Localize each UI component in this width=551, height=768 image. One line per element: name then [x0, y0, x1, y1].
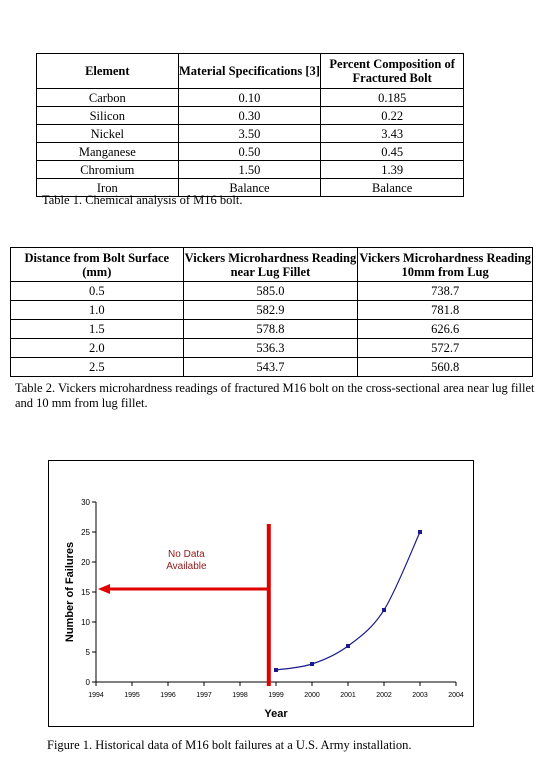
- table-cell: 1.0: [11, 301, 184, 320]
- failures-chart-svg: [49, 461, 473, 726]
- table-row: [11, 301, 533, 320]
- figure1-caption: Figure 1. Historical data of M16 bolt failures at a U.S. Army installation.: [47, 738, 412, 752]
- data-point: [274, 668, 278, 672]
- table-cell: 536.3: [183, 339, 358, 358]
- data-point: [418, 530, 422, 534]
- table-cell: 560.8: [358, 358, 533, 377]
- y-tick-label: 0: [85, 678, 90, 687]
- series-line: [276, 532, 420, 670]
- data-point: [382, 608, 386, 612]
- failures-chart: [48, 460, 474, 727]
- table-cell: 2.5: [11, 358, 184, 377]
- table-row: [11, 339, 533, 358]
- no-data-label-line1: No Data: [168, 549, 205, 560]
- x-tick-label: 2003: [412, 692, 428, 699]
- table-row: [37, 143, 464, 161]
- table-row: [37, 161, 464, 179]
- table-cell: 1.39: [321, 161, 464, 179]
- table-cell: 582.9: [183, 301, 358, 320]
- table-cell: 0.5: [11, 282, 184, 301]
- table-row: [37, 125, 464, 143]
- x-tick-label: 1996: [160, 692, 176, 699]
- table-cell: 585.0: [183, 282, 358, 301]
- table-cell: 543.7: [183, 358, 358, 377]
- table-cell: 0.45: [321, 143, 464, 161]
- table-cell: 3.43: [321, 125, 464, 143]
- table-header-row: [37, 54, 464, 89]
- x-tick-label: 1997: [196, 692, 212, 699]
- table-row: [37, 89, 464, 107]
- table-cell: Nickel: [37, 125, 179, 143]
- no-data-label-line2: Available: [166, 561, 207, 572]
- x-tick-label: 2004: [448, 692, 464, 699]
- table-row: [11, 358, 533, 377]
- data-point: [346, 644, 350, 648]
- x-axis-title: Year: [264, 708, 288, 720]
- table-cell: Balance: [178, 179, 321, 197]
- table-cell: 1.5: [11, 320, 184, 339]
- table-cell: 626.6: [358, 320, 533, 339]
- table-header-row: [11, 248, 533, 282]
- chemical-analysis-table: [36, 53, 464, 197]
- table-cell: 3.50: [178, 125, 321, 143]
- table-cell: Chromium: [37, 161, 179, 179]
- y-tick-label: 10: [81, 618, 90, 627]
- x-tick-label: 2002: [376, 692, 392, 699]
- table-cell: 0.50: [178, 143, 321, 161]
- table-cell: 2.0: [11, 339, 184, 358]
- y-tick-label: 15: [81, 588, 90, 597]
- y-axis-title: Number of Failures: [64, 541, 76, 643]
- table-cell: Iron: [37, 179, 179, 197]
- x-tick-label: 2000: [304, 692, 320, 699]
- column-header: Percent Composition of Fractured Bolt: [321, 54, 464, 89]
- table-cell: Silicon: [37, 107, 179, 125]
- table2-caption: Table 2. Vickers microhardness readings of fractured M16 bolt on the cross-sectional area near lug fillet and 10 mm from lug fillet.: [15, 381, 535, 410]
- table-row: [37, 107, 464, 125]
- x-tick-label: 1995: [124, 692, 140, 699]
- table-cell: Manganese: [37, 143, 179, 161]
- table-cell: 781.8: [358, 301, 533, 320]
- table-cell: Balance: [321, 179, 464, 197]
- table-cell: Carbon: [37, 89, 179, 107]
- x-tick-label: 1998: [232, 692, 248, 699]
- table-cell: 0.30: [178, 107, 321, 125]
- table-cell: 0.185: [321, 89, 464, 107]
- y-tick-label: 25: [81, 528, 90, 537]
- table1-caption: Table 1. Chemical analysis of M16 bolt.: [42, 193, 243, 207]
- data-point: [310, 662, 314, 666]
- table-cell: 1.50: [178, 161, 321, 179]
- arrow-head-icon: [98, 584, 110, 594]
- table-cell: 578.8: [183, 320, 358, 339]
- table-cell: 738.7: [358, 282, 533, 301]
- column-header: Vickers Microhardness Reading near Lug Fillet: [183, 248, 358, 282]
- column-header: Element: [37, 54, 179, 89]
- column-header: Vickers Microhardness Reading 10mm from Lug: [358, 248, 533, 282]
- column-header: Material Specifications [3]: [178, 54, 321, 89]
- table-row: [11, 282, 533, 301]
- table-row: [11, 320, 533, 339]
- table-cell: 572.7: [358, 339, 533, 358]
- column-header: Distance from Bolt Surface (mm): [11, 248, 184, 282]
- y-tick-label: 20: [81, 558, 90, 567]
- microhardness-table: [10, 247, 533, 377]
- table-cell: 0.10: [178, 89, 321, 107]
- y-tick-label: 30: [81, 498, 90, 507]
- x-tick-label: 2001: [340, 692, 356, 699]
- y-tick-label: 5: [85, 648, 90, 657]
- x-tick-label: 1999: [268, 692, 284, 699]
- table-cell: 0.22: [321, 107, 464, 125]
- x-tick-label: 1994: [88, 692, 104, 699]
